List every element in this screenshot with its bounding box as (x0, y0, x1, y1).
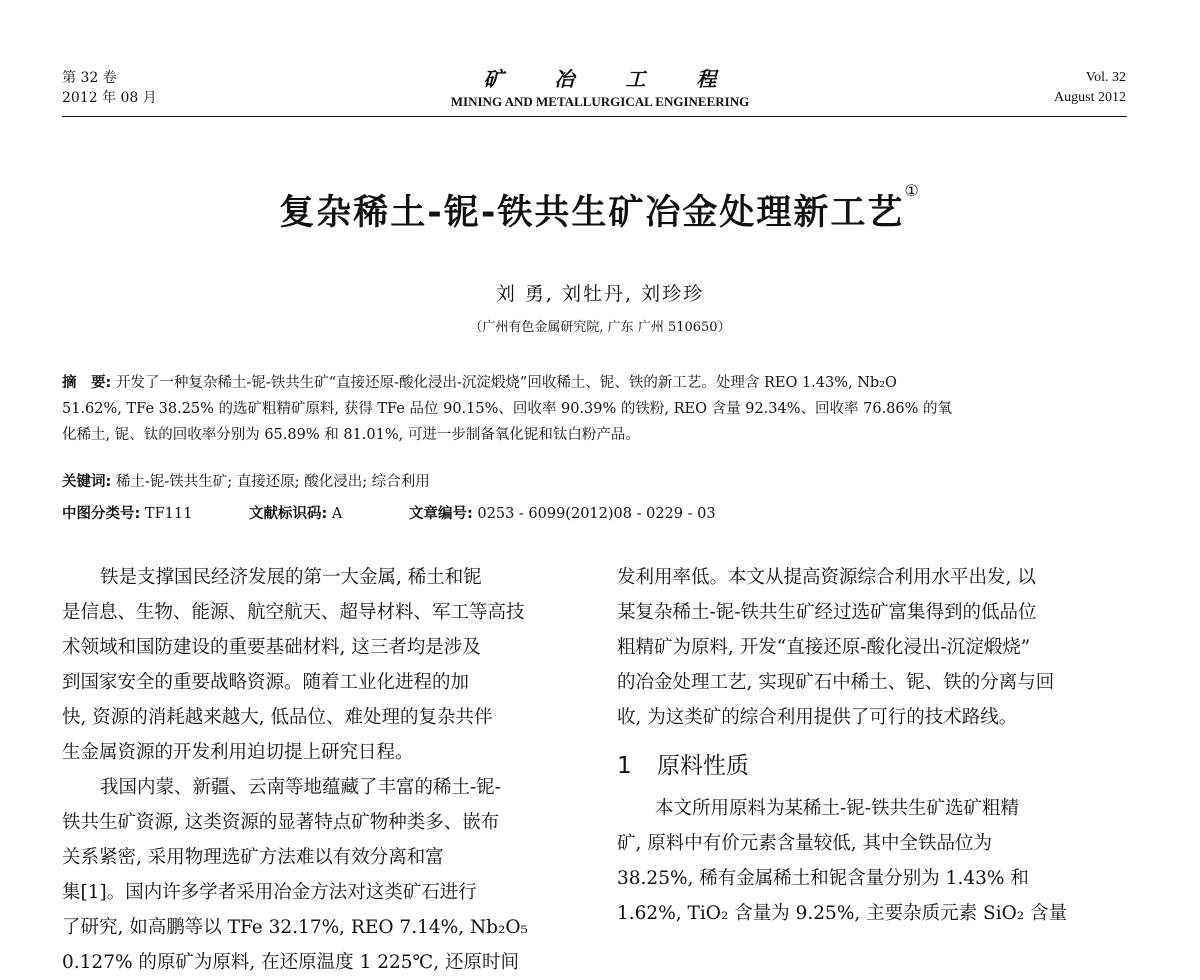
journal-name-cn: 矿 冶 工 程 (483, 67, 739, 91)
journal-name-en: MINING AND METALLURGICAL ENGINEERING (450, 94, 750, 109)
volume-cn: 第 32 卷 (62, 70, 117, 86)
body-line: 关系紧密, 采用物理选矿方法难以有效分离和富 (62, 847, 444, 868)
keywords-label: 关键词: (62, 474, 112, 490)
body-line: 到国家安全的重要战略资源。随着工业化进程的加 (62, 672, 470, 693)
body-line: 术领域和国防建设的重要基础材料, 这三者均是涉及 (62, 637, 481, 658)
body-line: 发利用率低。本文从提高资源综合利用水平出发, 以 (617, 567, 1036, 588)
authors: 刘 勇, 刘牡丹, 刘珍珍 (495, 283, 705, 305)
body-line: 矿, 原料中有价元素含量较低, 其中全铁品位为 (617, 833, 993, 854)
header-center (0, 66, 1200, 112)
article-no-label: 文章编号: (408, 506, 473, 522)
header-right (1054, 68, 1126, 108)
keywords-text: 稀土-铌-铁共生矿; 直接还原; 酸化浸出; 综合利用 (115, 474, 430, 490)
abstract (62, 370, 1132, 448)
body-line: 我国内蒙、新疆、云南等地蕴藏了丰富的稀土-铌- (100, 777, 502, 798)
body-line: 快, 资源的消耗越来越大, 低品位、难处理的复杂共伴 (62, 707, 493, 728)
date-en: August 2012 (1054, 90, 1126, 105)
paper-title (0, 181, 1200, 235)
left-column (62, 560, 582, 980)
section-number: 1 (617, 753, 632, 779)
body-line: 0.127% 的原矿为原料, 在还原温度 1 225℃, 还原时间 (62, 952, 519, 973)
abstract-label: 摘 要: (62, 375, 112, 391)
body-line: 是信息、生物、能源、航空航天、超导材料、军工等高技 (62, 602, 525, 623)
abstract-text-1: 开发了一种复杂稀土-铌-铁共生矿“直接还原-酸化浸出-沉淀煅烧”回收稀土、铌、铁的新工艺。处理含 REO 1.43%, Nb₂O (115, 375, 897, 391)
body-line: 铁共生矿资源, 这类资源的显著特点矿物种类多、嵌布 (62, 812, 500, 833)
abstract-line-3: 化稀土, 铌、钛的回收率分别为 65.89% 和 81.01%, 可进一步制备氧化铌和钛白粉产品。 (62, 427, 640, 443)
keywords (62, 470, 430, 491)
volume-en: Vol. 32 (1085, 70, 1126, 85)
header-rule (62, 116, 1127, 117)
body-line: 集[1]。国内许多学者采用冶金方法对这类矿石进行 (62, 882, 477, 903)
title-footnote-mark: ① (904, 181, 921, 200)
body-line: 的冶金处理工艺, 实现矿石中稀土、铌、铁的分离与回 (617, 672, 1055, 693)
body-line: 铁是支撑国民经济发展的第一大金属, 稀土和铌 (100, 567, 482, 588)
body-line: 38.25%, 稀有金属稀土和铌含量分别为 1.43% 和 (617, 868, 1029, 889)
body-line: 某复杂稀土-铌-铁共生矿经过选矿富集得到的低品位 (617, 602, 1037, 623)
article-no-value: 0253 - 6099(2012)08 - 0229 - 03 (477, 506, 716, 522)
clc-label: 中图分类号: (62, 506, 141, 522)
body-line: 收, 为这类矿的综合利用提供了可行的技术路线。 (617, 707, 1018, 728)
body-line: 粗精矿为原料, 开发“直接还原-酸化浸出-沉淀煅烧” (617, 637, 1031, 658)
body-line: 了研究, 如高鹏等以 TFe 32.17%, REO 7.14%, Nb₂O₅ (62, 917, 528, 938)
date-cn: 2012 年 08 月 (62, 90, 157, 106)
section-heading (617, 741, 1137, 791)
affiliation: （广州有色金属研究院, 广东 广州 510650） (469, 320, 731, 335)
doc-code-label: 文献标识码: (248, 506, 328, 522)
body-line: 生金属资源的开发利用迫切提上研究日程。 (62, 742, 414, 763)
classification (62, 502, 716, 523)
clc-value: TF111 (144, 506, 193, 522)
body-line: 本文所用原料为某稀土-铌-铁共生矿选矿粗精 (655, 798, 1020, 819)
abstract-line-1 (62, 370, 1132, 396)
abstract-line-2: 51.62%, TFe 38.25% 的选矿粗精矿原料, 获得 TFe 品位 90.15%、回收率 90.39% 的铁粉, REO 含量 92.34%、回收率 76.86% 的氧 (62, 401, 953, 417)
body-line: 1.62%, TiO₂ 含量为 9.25%, 主要杂质元素 SiO₂ 含量 (617, 903, 1068, 924)
paper-title-text: 复杂稀土-铌-铁共生矿冶金处理新工艺 (279, 193, 905, 233)
doc-code-value: A (331, 506, 343, 522)
section-title: 原料性质 (657, 753, 749, 779)
right-column (617, 560, 1137, 931)
